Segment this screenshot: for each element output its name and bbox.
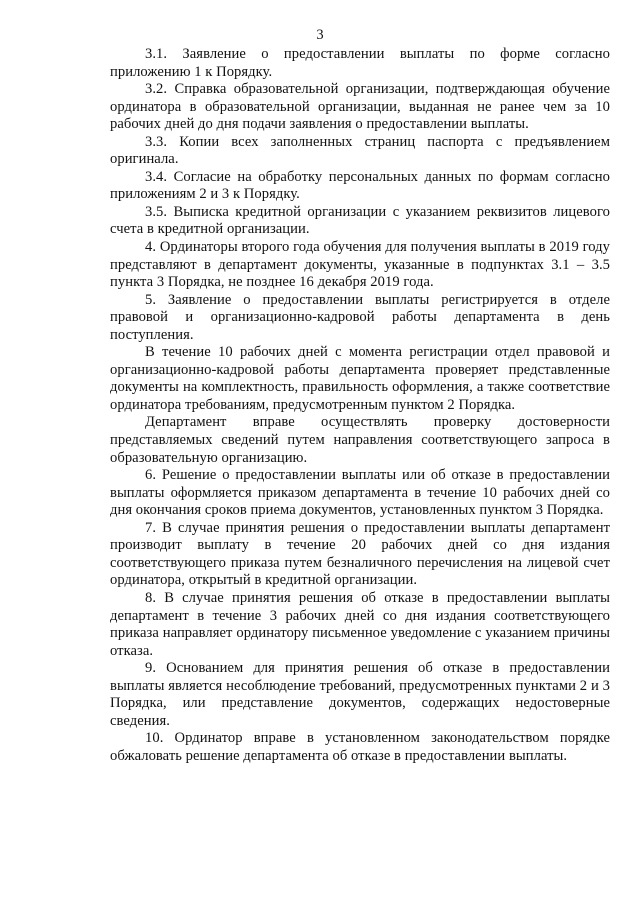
paragraph-6: 6. Решение о предоставлении выплаты или об отказе в предоставлении выплаты оформляется приказом департамента в течение 10 рабочих дней со дня окончания сроков приема документов, установленных пунктом 3 Порядка. xyxy=(110,467,610,519)
paragraph-3-4: 3.4. Согласие на обработку персональных данных по формам согласно приложениям 2 и 3 к Порядку. xyxy=(110,168,610,203)
paragraph-3-1: 3.1. Заявление о предоставлении выплаты по форме согласно приложению 1 к Порядку. xyxy=(110,46,610,80)
page-number: 3 xyxy=(316,27,324,43)
document-body xyxy=(110,46,610,765)
paragraph-5-review: В течение 10 рабочих дней с момента регистрации отдел правовой и организационно-кадровой работы департамента проверяет представленные документы на комплектность, правильность оформления, а также соответствие ординатора требованиям, предусмотренным пунктом 2 Порядка. xyxy=(110,344,610,413)
paragraph-5-verification: Департамент вправе осуществлять проверку достоверности представляемых сведений путем направления соответствующего запроса в образовательную организацию. xyxy=(110,414,610,466)
paragraph-7: 7. В случае принятия решения о предоставлении выплаты департамент производит выплату в течение 20 рабочих дней со дня издания соответствующего приказа путем безналичного перечисления на лицевой счет ординатора, открытый в кредитной организации. xyxy=(110,519,610,589)
paragraph-3-3: 3.3. Копии всех заполненных страниц паспорта с предъявлением оригинала. xyxy=(110,133,610,168)
paragraph-8: 8. В случае принятия решения об отказе в предоставлении выплаты департамент в течение 3 рабочих дней со дня издания соответствующего приказа направляет ординатору письменное уведомление с указанием причины отказа. xyxy=(110,589,610,659)
paragraph-4: 4. Ординаторы второго года обучения для получения выплаты в 2019 году представляют в департамент документы, указанные в подпунктах 3.1 – 3.5 пункта 3 Порядка, не позднее 16 декабря 2019 года. xyxy=(110,239,610,291)
paragraph-3-5: 3.5. Выписка кредитной организации с указанием реквизитов лицевого счета в кредитной организации. xyxy=(110,203,610,238)
paragraph-5: 5. Заявление о предоставлении выплаты регистрируется в отделе правовой и организационно-кадровой работы департамента в день поступления. xyxy=(110,291,610,343)
paragraph-3-2: 3.2. Справка образовательной организации, подтверждающая обучение ординатора в образовательной организации, выданная не ранее чем за 10 рабочих дней до дня подачи заявления о предоставлении выплаты. xyxy=(110,81,610,133)
paragraph-10: 10. Ординатор вправе в установленном законодательством порядке обжаловать решение департамента об отказе в предоставлении выплаты. xyxy=(110,730,610,764)
paragraph-9: 9. Основанием для принятия решения об отказе в предоставлении выплаты является несоблюдение требований, предусмотренных пунктами 2 и 3 Порядка, или представление документов, содержащих недостоверные сведения. xyxy=(110,660,610,729)
